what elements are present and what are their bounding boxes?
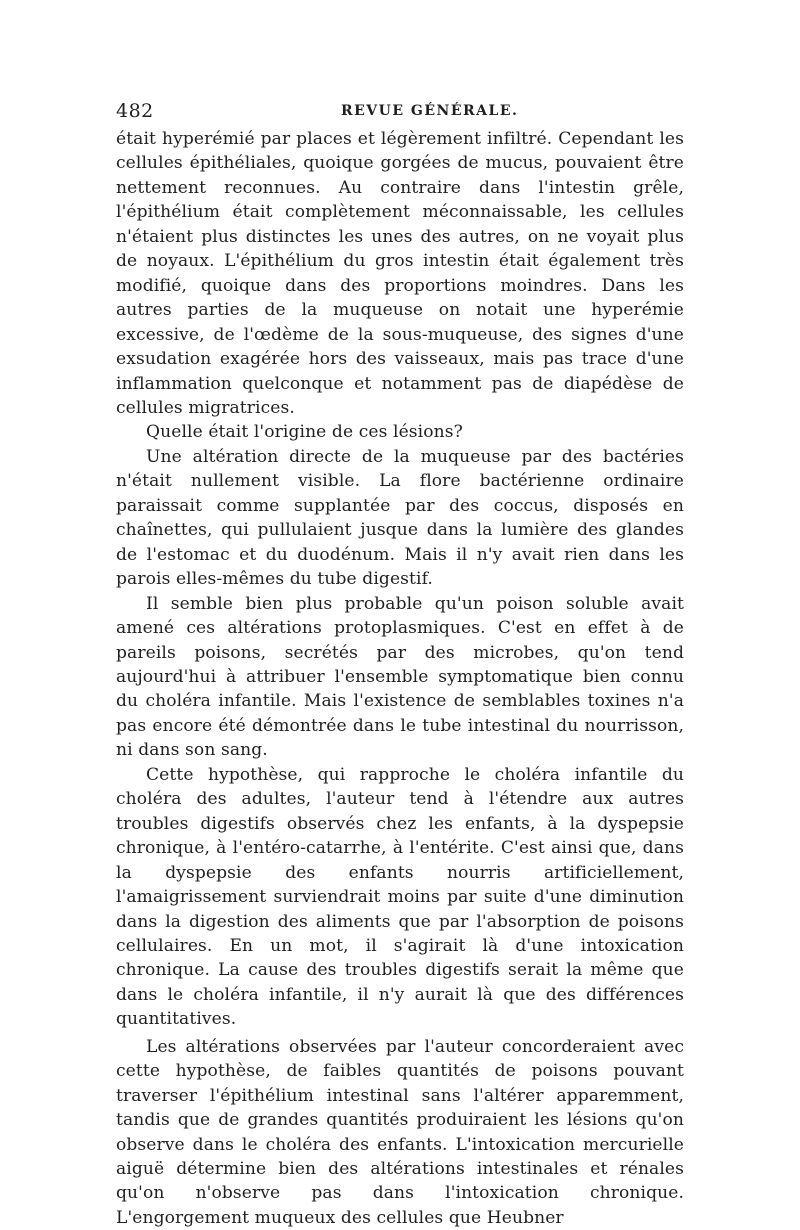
paragraph: Quelle était l'origine de ces lésions? bbox=[146, 422, 463, 443]
paragraph: Une altération directe de la muqueuse par des bactéries n'était nullement visible. La flore bactérienne ordinaire paraissait comme supplantée par des coccus, disposés en chaînettes, qui pullulaient jusque dans la lumière des glandes de l'estomac et du duodénum. Mais il n'y avait rien dans les parois elles-mêmes du tube digestif. bbox=[116, 446, 684, 590]
page-number: 482 bbox=[116, 100, 154, 122]
paragraph: Il semble bien plus probable qu'un poison soluble avait amené ces altérations protoplasmiques. C'est en effet à de pareils poisons, secrétés par des microbes, qu'on tend aujourd'hui à attribuer l'ensemble symptomatique bien connu du choléra infantile. Mais l'existence de semblables toxines n'a pas encore été démontrée dans le tube intestinal du nourrisson, ni dans son sang. bbox=[116, 593, 684, 761]
page-header bbox=[116, 100, 686, 126]
paragraph: Les altérations observées par l'auteur concorderaient avec cette hypothèse, de faibles quantités de poisons pouvant traverser l'épithélium intestinal sans l'altérer apparemment, tandis que de grandes quantités produiraient les lésions qu'on observe dans le choléra des enfants. L'intoxication mercurielle aiguë détermine bien des altérations intestinales et rénales qu'on n'observe pas dans l'intoxication chronique. L'engorgement muqueux des cellules que Heubner bbox=[116, 1036, 684, 1228]
running-head: REVUE GÉNÉRALE. bbox=[341, 103, 519, 119]
paragraph: Cette hypothèse, qui rapproche le choléra infantile du choléra des adultes, l'auteur tend à l'étendre aux autres troubles digestifs observés chez les enfants, à la dyspepsie chronique, à l'entéro-catarrhe, à l'entérite. C'est ainsi que, dans la dyspepsie des enfants nourris artificiellement, l'amaigrissement surviendrait moins par suite d'une diminution dans la digestion des aliments que par l'absorption de poisons cellulaires. En un mot, il s'agirait là d'une intoxication chronique. La cause des troubles digestifs serait la même que dans le choléra infantile, il n'y aurait là que des différences quantitatives. bbox=[116, 764, 684, 1030]
paragraph: était hyperémié par places et légèrement infiltré. Cependant les cellules épithéliales, quoique gorgées de mucus, pouvaient être nettement reconnues. Au contraire dans l'intestin grêle, l'épithélium était complètement méconnaissable, les cellules n'étaient plus distinctes les unes des autres, on ne voyait plus de noyaux. L'épithélium du gros intestin était également très modifié, quoique dans des proportions moindres. Dans les autres parties de la muqueuse on notait une hyperémie excessive, de l'œdème de la sous-muqueuse, des signes d'une exsudation exagérée hors des vaisseaux, mais pas trace d'une inflammation quelconque et notamment pas de diapédèse de cellules migratrices. bbox=[116, 129, 684, 418]
body-text bbox=[116, 127, 684, 1230]
